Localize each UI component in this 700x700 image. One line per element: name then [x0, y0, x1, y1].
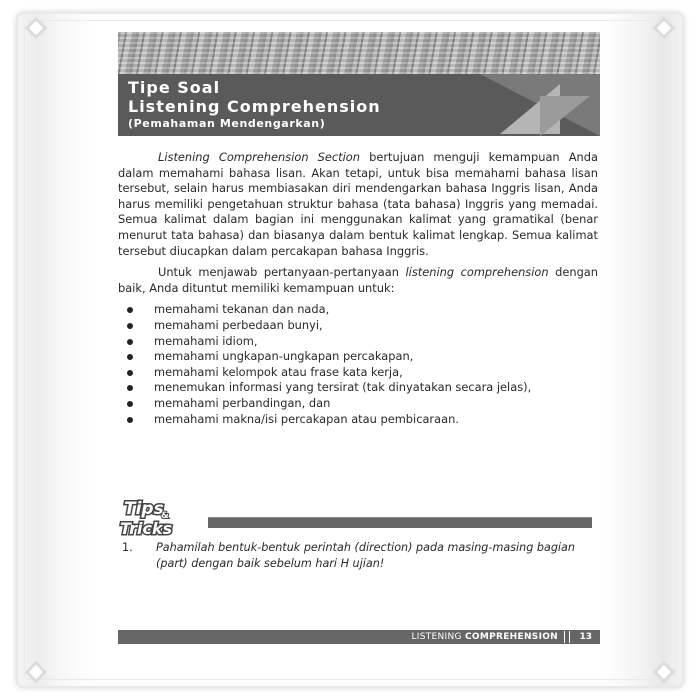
tips-and-tricks-logo [116, 494, 208, 538]
page-footer [118, 630, 600, 644]
list-item: memahami perbedaan bunyi, [118, 318, 598, 334]
logo-ampersand: & [161, 511, 169, 521]
frame-corner-ornament [653, 17, 676, 40]
tip-item [122, 540, 582, 572]
italic-term: listening comprehension [405, 265, 549, 280]
logo-word-tricks: Tricks [120, 519, 173, 538]
bullet-icon [127, 354, 133, 360]
bullet-icon [127, 339, 133, 345]
footer-chapter-label: LISTENING COMPREHENSION [411, 632, 558, 642]
book-page [100, 32, 600, 656]
paragraph-2 [118, 265, 598, 296]
list-item: memahami perbandingan, dan [118, 396, 598, 412]
tip-text: Pahamilah bentuk-bentuk perintah (direction) pada masing-masing bagian (part) dengan baik sebelum hari H ujian! [156, 541, 575, 570]
logo-word-tips: Tips [124, 499, 164, 519]
footer-separator [564, 631, 570, 643]
tips-divider-bar [208, 517, 592, 528]
paragraph-text: dengan baik, Anda dituntut memiliki kemampuan untuk: [118, 265, 598, 295]
paragraph-text: Untuk menjawab pertanyaan-pertanyaan [158, 265, 406, 280]
list-item: menemukan informasi yang tersirat (tak dinyatakan secara jelas), [118, 380, 598, 396]
tip-number: 1. [122, 541, 133, 554]
chapter-title-line-1: Tipe Soal [128, 78, 221, 97]
bullet-icon [127, 323, 133, 329]
main-text [118, 150, 598, 427]
bullet-icon [127, 385, 133, 391]
chapter-title-line-2: Listening Comprehension [128, 97, 381, 116]
page-number: 13 [579, 632, 592, 642]
list-item: memahami makna/isi percakapan atau pembicaraan. [118, 412, 598, 428]
list-item: memahami ungkapan-ungkapan percakapan, [118, 349, 598, 365]
paragraph-text: bertujuan menguji kemampuan Anda dalam memahami bahasa lisan. Akan tetapi, untuk bisa memahami bahasa lisan tersebut, selain harus membiasakan diri mendengarkan bahasa Inggris lisan, Anda harus memiliki pengetahuan struktur bahasa (tata bahasa) Inggris yang memadai. Semua kalimat dalam bagian ini menggunakan kalimat yang gramatikal (benar menurut tata bahasa) dan biasanya dalam bentuk kalimat lengkap. Semua kalimat tersebut diucapkan dalam percakapan bahasa Inggris. [118, 150, 598, 258]
banner-decoration [540, 96, 590, 136]
chapter-subtitle: (Pemahaman Mendengarkan) [128, 117, 326, 130]
bullet-icon [127, 307, 133, 313]
bullet-icon [127, 370, 133, 376]
bullet-icon [127, 417, 133, 423]
bullet-icon [127, 401, 133, 407]
chapter-title-banner [118, 74, 600, 136]
wood-texture-header [118, 32, 600, 74]
frame-corner-ornament [25, 17, 48, 40]
frame-corner-ornament [653, 661, 676, 684]
list-item: memahami tekanan dan nada, [118, 302, 598, 318]
list-item: memahami idiom, [118, 334, 598, 350]
frame-corner-ornament [25, 661, 48, 684]
skills-list [118, 302, 598, 427]
paragraph-1 [118, 150, 598, 259]
italic-term: Listening Comprehension Section [158, 150, 360, 164]
list-item: memahami kelompok atau frase kata kerja, [118, 365, 598, 381]
